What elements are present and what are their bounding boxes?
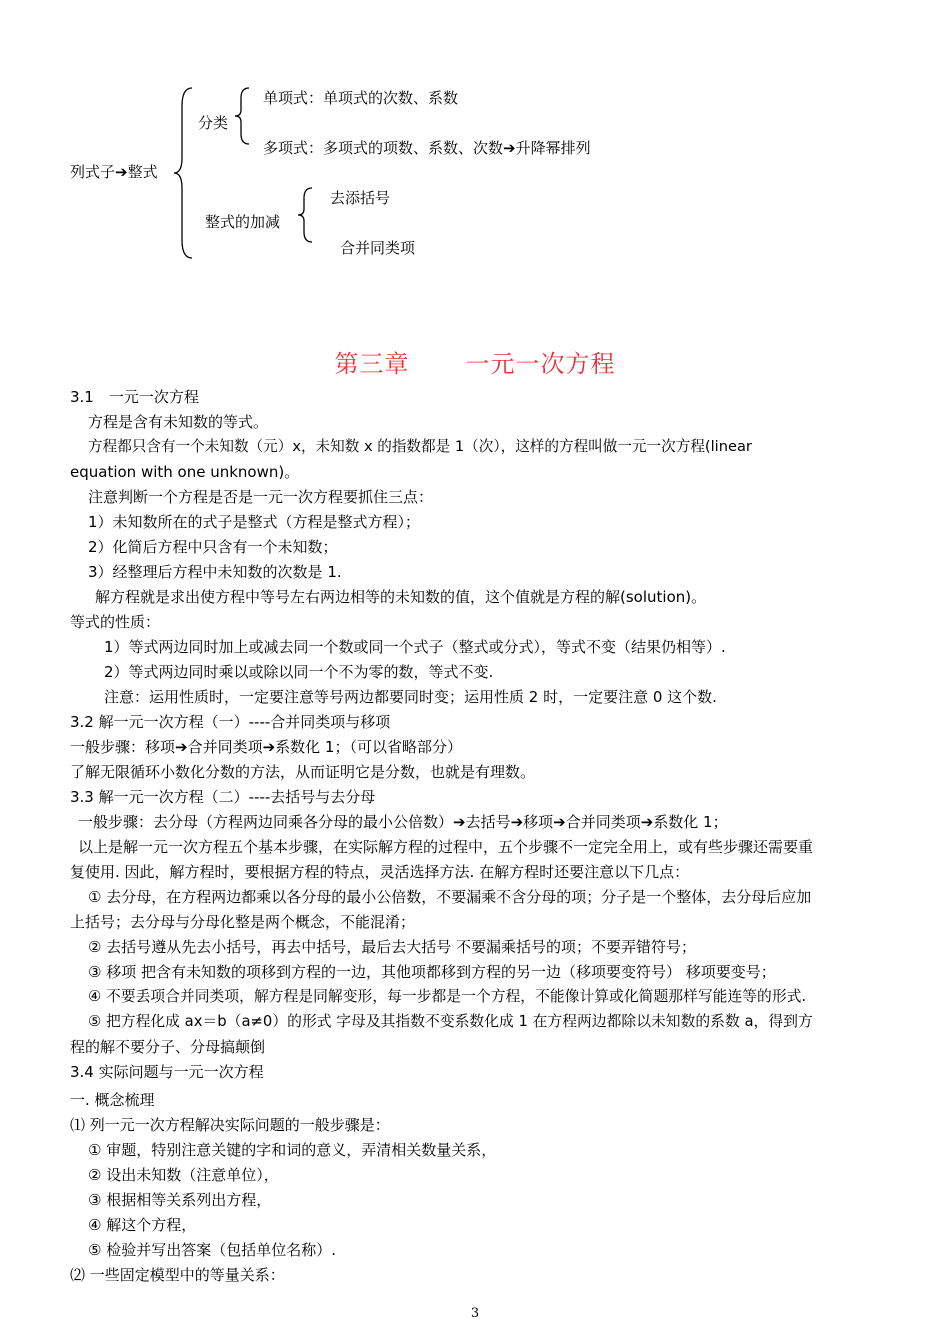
body-line: 以上是解一元一次方程五个基本步骤，在实际解方程的过程中，五个步骤不一定完全用上，或有些步骤还需要重 bbox=[78, 838, 814, 856]
list-item: ④ 不要丢项合并同类项，解方程是同解变形，每一步都是一个方程，不能像计算或化简题那样写能连等的形式. bbox=[88, 988, 807, 1005]
chapter-heading bbox=[0, 344, 950, 379]
diagram-leaf-polynomial: 多项式：多项式的项数、系数、次数➔升降幂排列 bbox=[263, 139, 591, 157]
body-line: 上括号；去分母与分母化整是两个概念，不能混淆； bbox=[70, 913, 416, 931]
body-line: 注意：运用性质时，一定要注意等号两边都要同时变；运用性质 2 时，一定要注意 0 这个数. bbox=[104, 688, 717, 706]
big-brace-icon bbox=[172, 86, 194, 260]
body-line: 一般步骤：去分母（方程两边同乘各分母的最小公倍数）➔去括号➔移项➔合并同类项➔系数化 1； bbox=[78, 813, 728, 831]
classify-brace-icon bbox=[233, 86, 251, 146]
body-line: 程的解不要分子、分母搞颠倒 bbox=[70, 1038, 266, 1056]
list-item: ② 去括号遵从先去小括号，再去中括号，最后去大括号 不要漏乘括号的项；不要弄错符号； bbox=[88, 938, 696, 956]
list-item: ② 设出未知数（注意单位）， bbox=[88, 1166, 279, 1184]
body-line: 方程都只含有一个未知数（元）x，未知数 x 的指数都是 1（次），这样的方程叫做一元一次方程(linear bbox=[88, 438, 752, 455]
body-line: ⑵ 一些固定模型中的等量关系： bbox=[70, 1266, 285, 1284]
body-line: 等式的性质： bbox=[70, 613, 161, 631]
list-item: 2）化简后方程中只含有一个未知数； bbox=[88, 538, 338, 556]
list-item: 3）经整理后方程中未知数的次数是 1. bbox=[88, 563, 342, 581]
list-item: ⑤ 检验并写出答案（包括单位名称）. bbox=[88, 1241, 336, 1259]
diagram-leaf-monomial: 单项式：单项式的次数、系数 bbox=[263, 89, 459, 107]
list-item: ⑤ 把方程化成 ax＝b（a≠0）的形式 字母及其指数不变系数化成 1 在方程两边都除以未知数的系数 a，得到方 bbox=[88, 1013, 813, 1030]
list-item: 1）未知数所在的式子是整式（方程是整式方程）； bbox=[88, 513, 421, 531]
chapter-title: 一元一次方程 bbox=[465, 350, 616, 378]
diagram-root: 列式子➔整式 bbox=[70, 163, 158, 181]
body-line: 方程是含有未知数的等式。 bbox=[88, 413, 269, 431]
section-3-2-title: 3.2 解一元一次方程（一）----合并同类项与移项 bbox=[70, 713, 391, 731]
list-item: ④ 解这个方程， bbox=[88, 1216, 197, 1234]
body-line: 复使用. 因此，解方程时，要根据方程的特点，灵活选择方法. 在解方程时还要注意以下几点： bbox=[70, 863, 690, 881]
list-item: ③ 根据相等关系列出方程， bbox=[88, 1191, 272, 1209]
section-3-1-title: 3.1 一元一次方程 bbox=[70, 388, 199, 406]
diagram-branch-addsub: 整式的加减 bbox=[205, 213, 281, 231]
list-item: ③ 移项 把含有未知数的项移到方程的一边，其他项都移到方程的另一边（移项要变符号） 移项要变号； bbox=[88, 963, 776, 981]
page-number: 3 bbox=[470, 1306, 480, 1321]
body-line: 一般步骤：移项➔合并同类项➔系数化 1；（可以省略部分） bbox=[70, 738, 462, 756]
body-line: 解方程就是求出使方程中等号左右两边相等的未知数的值，这个值就是方程的解(solution)。 bbox=[95, 588, 707, 606]
section-3-3-title: 3.3 解一元一次方程（二）----去括号与去分母 bbox=[70, 788, 376, 806]
diagram-leaf-combine: 合并同类项 bbox=[340, 239, 416, 257]
body-line: ⑴ 列一元一次方程解决实际问题的一般步骤是： bbox=[70, 1116, 390, 1134]
section-3-4-title: 3.4 实际问题与一元一次方程 bbox=[70, 1063, 264, 1081]
body-line: 注意判断一个方程是否是一元一次方程要抓住三点： bbox=[88, 488, 434, 506]
addsub-brace-icon bbox=[296, 186, 314, 244]
diagram-branch-classify: 分类 bbox=[198, 114, 229, 132]
list-item: 1）等式两边同时加上或减去同一个数或同一个式子（整式或分式），等式不变（结果仍相等）. bbox=[104, 638, 726, 656]
list-item: 2）等式两边同时乘以或除以同一个不为零的数，等式不变. bbox=[104, 663, 494, 681]
body-line: 了解无限循环小数化分数的方法，从而证明它是分数，也就是有理数。 bbox=[70, 763, 536, 781]
chapter-number: 第三章 bbox=[334, 350, 410, 378]
list-item: ① 审题，特别注意关键的字和词的意义，弄清相关数量关系， bbox=[88, 1141, 497, 1159]
diagram-leaf-brackets: 去添括号 bbox=[330, 189, 391, 207]
subsection-title: 一. 概念梳理 bbox=[70, 1091, 155, 1109]
list-item: ① 去分母，在方程两边都乘以各分母的最小公倍数，不要漏乘不含分母的项；分子是一个整体，去分母后应加 bbox=[88, 888, 812, 906]
body-line: equation with one unknown)。 bbox=[70, 463, 300, 481]
